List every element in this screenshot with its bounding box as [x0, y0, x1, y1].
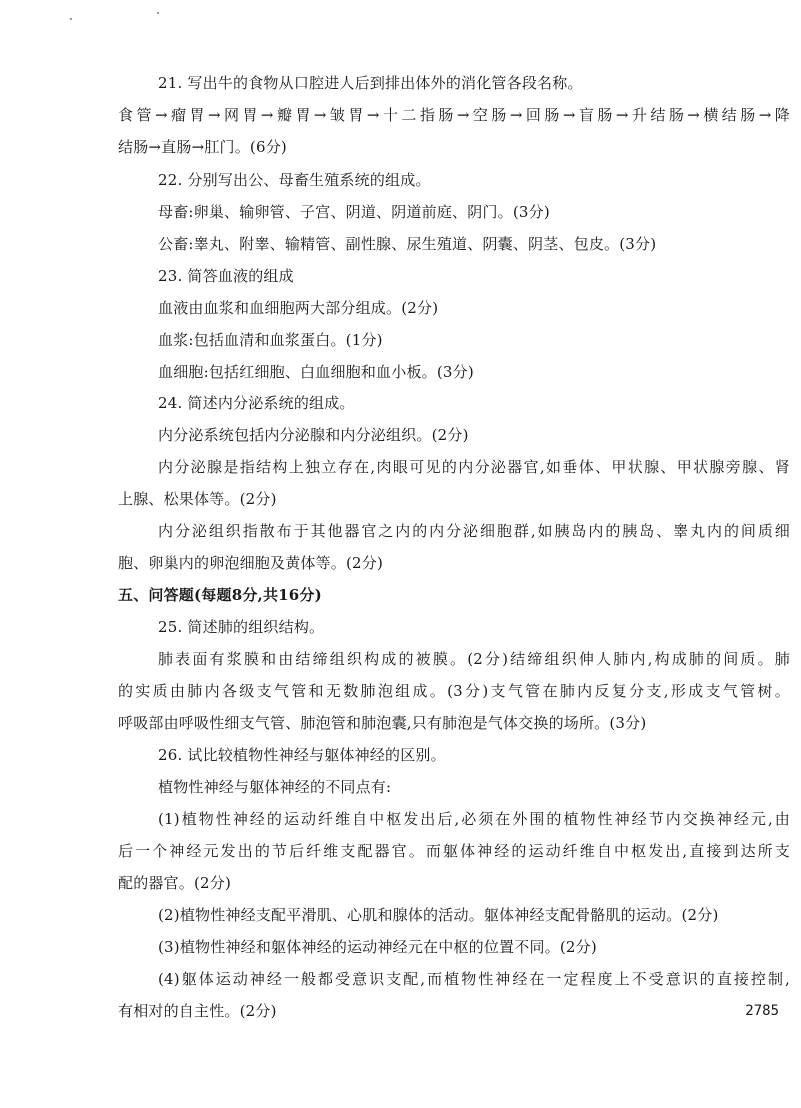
- question-24-title: 24. 简述内分泌系统的组成。: [158, 394, 355, 412]
- question-26-point-1a: (1)植物性神经的运动纤维自中枢发出后,必须在外围的植物性神经节内交换神经元,由: [158, 810, 790, 828]
- question-23-line-1: 血液由血浆和血细胞两大部分组成。(2分): [158, 299, 439, 317]
- question-26-point-3: (3)植物性神经和躯体神经的运动神经元在中枢的位置不同。(2分): [158, 938, 597, 956]
- question-24-line-2a: 内分泌腺是指结构上独立存在,肉眼可见的内分泌器官,如垂体、甲状腺、甲状腺旁腺、肾: [158, 458, 790, 476]
- question-23-line-3: 血细胞:包括红细胞、白血细胞和血小板。(3分): [158, 363, 474, 381]
- question-21-answer-line-2: 结肠→直肠→肛门。(6分): [118, 138, 287, 156]
- question-21-title: 21. 写出牛的食物从口腔进人后到排出体外的消化管各段名称。: [158, 74, 583, 92]
- question-25-line-1: 肺表面有浆膜和由结缔组织构成的被膜。(2分)结缔组织伸人肺内,构成肺的间质。肺: [158, 650, 790, 668]
- question-26-point-2: (2)植物性神经支配平滑肌、心肌和腺体的活动。躯体神经支配骨骼肌的运动。(2分): [158, 906, 719, 924]
- question-26-point-4b: 有相对的自主性。(2分): [118, 1002, 277, 1020]
- question-24-line-3a: 内分泌组织指散布于其他器官之内的内分泌细胞群,如胰岛内的胰岛、睾丸内的间质细: [158, 522, 790, 540]
- question-24-line-2b: 上腺、松果体等。(2分): [118, 490, 277, 508]
- question-23-title: 23. 简答血液的组成: [158, 267, 294, 285]
- question-26-title: 26. 试比较植物性神经与躯体神经的区别。: [158, 746, 446, 764]
- section-5-heading: 五、问答题(每题8分,共16分): [118, 586, 322, 604]
- question-26-point-4a: (4)躯体运动神经一般都受意识支配,而植物性神经在一定程度上不受意识的直接控制,: [158, 970, 790, 988]
- question-25-line-2: 的实质由肺内各级支气管和无数肺泡组成。(3分)支气管在肺内反复分支,形成支气管树。: [118, 682, 790, 700]
- question-22-title: 22. 分别写出公、母畜生殖系统的组成。: [158, 171, 431, 189]
- question-26-intro: 植物性神经与躯体神经的不同点有:: [158, 778, 392, 796]
- question-25-title: 25. 简述肺的组织结构。: [158, 618, 325, 636]
- question-23-line-2: 血浆:包括血清和血浆蛋白。(1分): [158, 331, 383, 349]
- question-21-answer-line-1: 食管→瘤胃→网胃→瓣胃→皱胃→十二指肠→空肠→回肠→盲肠→升结肠→横结肠→降: [118, 106, 790, 124]
- question-25-line-3: 呼吸部由呼吸性细支气管、肺泡管和肺泡囊,只有肺泡是气体交换的场所。(3分): [118, 714, 647, 732]
- question-22-female: 母畜:卵巢、输卵管、子宫、阴道、阴道前庭、阴门。(3分): [158, 203, 550, 221]
- question-24-line-1: 内分泌系统包括内分泌腺和内分泌组织。(2分): [158, 426, 469, 444]
- question-24-line-3b: 胞、卵巢内的卵泡细胞及黄体等。(2分): [118, 554, 384, 572]
- page-number: 2785: [745, 1003, 779, 1019]
- scan-speck: [157, 12, 159, 14]
- question-22-male: 公畜:睾丸、附睾、输精管、副性腺、尿生殖道、阴囊、阴茎、包皮。(3分): [158, 235, 657, 253]
- question-26-point-1c: 配的器官。(2分): [118, 874, 232, 892]
- scan-speck: [70, 18, 72, 20]
- question-26-point-1b: 后一个神经元发出的节后纤维支配器官。而躯体神经的运动纤维自中枢发出,直接到达所支: [118, 842, 790, 860]
